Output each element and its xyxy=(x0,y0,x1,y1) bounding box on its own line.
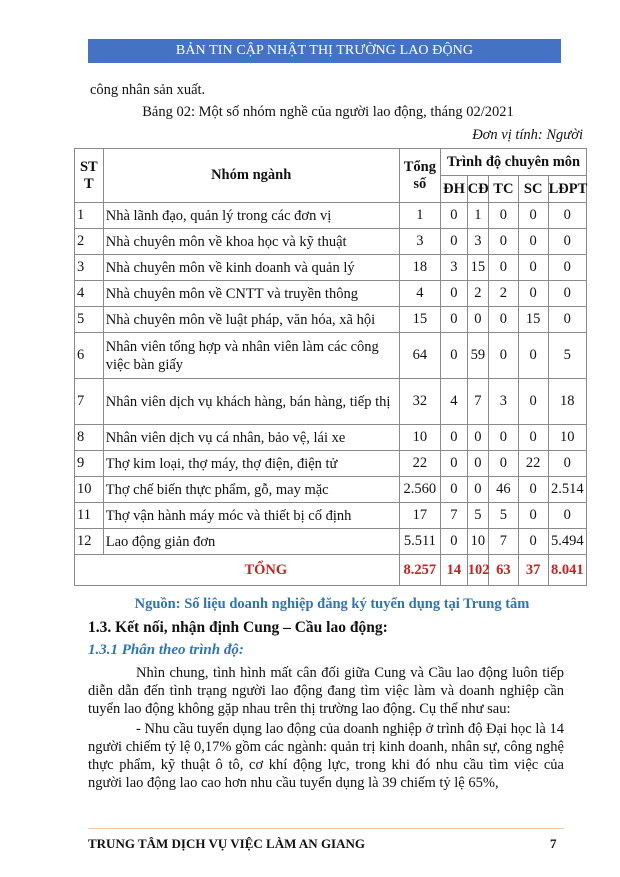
cell-sc: 0 xyxy=(518,255,548,281)
header-stt-label: ST T xyxy=(79,158,98,192)
paragraph-1 xyxy=(88,664,564,718)
cell-cd: 15 xyxy=(467,255,488,281)
section-heading: 1.3. Kết nối, nhận định Cung – Cầu lao động: xyxy=(88,619,388,636)
cell-total: 15 xyxy=(399,307,441,333)
cell-dh: 0 xyxy=(441,477,468,503)
intro-text: công nhân sản xuất. xyxy=(90,82,206,98)
header-dh: ĐH xyxy=(441,176,468,203)
cell-ldpt: 0 xyxy=(548,307,586,333)
page-number: 7 xyxy=(550,836,557,851)
table-caption: Bảng 02: Một số nhóm nghề của người lao động, tháng 02/2021 xyxy=(142,104,514,120)
table-row xyxy=(75,503,587,529)
cell-stt: 9 xyxy=(75,451,104,477)
cell-total: 64 xyxy=(399,333,441,379)
header-total-label: Tổng số xyxy=(403,158,436,192)
occupation-table xyxy=(74,148,587,586)
cell-sc: 22 xyxy=(518,451,548,477)
header-ldpt: LĐPT xyxy=(548,176,586,203)
cell-total: 32 xyxy=(399,379,441,425)
cell-total: 2.560 xyxy=(399,477,441,503)
cell-tc: 0 xyxy=(488,307,518,333)
cell-stt: 4 xyxy=(75,281,104,307)
cell-group-name: Lao động giản đơn xyxy=(103,529,399,555)
cell-ldpt: 10 xyxy=(548,425,586,451)
cell-dh: 4 xyxy=(441,379,468,425)
cell-tc: 5 xyxy=(488,503,518,529)
cell-tc: 7 xyxy=(488,529,518,555)
cell-stt: 12 xyxy=(75,529,104,555)
cell-ldpt: 0 xyxy=(548,255,586,281)
cell-sc: 0 xyxy=(518,281,548,307)
table-row xyxy=(75,229,587,255)
footer-rule xyxy=(88,828,564,829)
cell-tc: 0 xyxy=(488,333,518,379)
cell-tc: 0 xyxy=(488,451,518,477)
cell-sc: 0 xyxy=(518,477,548,503)
cell-group-name: Nhân viên dịch vụ khách hàng, bán hàng, tiếp thị xyxy=(103,379,399,425)
table-row xyxy=(75,451,587,477)
total-cd: 102 xyxy=(467,555,488,586)
paragraph-2-text: - Nhu cầu tuyển dụng lao động của doanh nghiệp ở trình độ Đại học là 14 người chiếm tỷ lệ 0,17% gồm các ngành: quản trị kinh doanh, nhân sự, công nghệ thực phẩm, kỹ thuật ô tô, cơ khí động lực, trong khi đó nhu cầu tìm việc của người lao động lao cao hơn nhu cầu tuyển dụng là 39 chiếm tỷ lệ 65%, xyxy=(88,721,564,791)
cell-group-name: Nhà lãnh đạo, quản lý trong các đơn vị xyxy=(103,203,399,229)
cell-stt: 5 xyxy=(75,307,104,333)
table-row xyxy=(75,281,587,307)
cell-ldpt: 0 xyxy=(548,203,586,229)
cell-sc: 0 xyxy=(518,203,548,229)
cell-cd: 1 xyxy=(467,203,488,229)
cell-ldpt: 0 xyxy=(548,451,586,477)
cell-total: 4 xyxy=(399,281,441,307)
cell-ldpt: 5.494 xyxy=(548,529,586,555)
table-row xyxy=(75,477,587,503)
table-row xyxy=(75,255,587,281)
total-dh: 14 xyxy=(441,555,468,586)
cell-tc: 3 xyxy=(488,379,518,425)
cell-sc: 15 xyxy=(518,307,548,333)
cell-dh: 0 xyxy=(441,203,468,229)
paragraph-2 xyxy=(88,720,564,792)
newsletter-title: BẢN TIN CẬP NHẬT THỊ TRƯỜNG LAO ĐỘNG xyxy=(175,43,474,58)
cell-group-name: Nhà chuyên môn về khoa học và kỹ thuật xyxy=(103,229,399,255)
cell-total: 22 xyxy=(399,451,441,477)
cell-group-name: Nhân viên tổng hợp và nhân viên làm các công việc bàn giấy xyxy=(103,333,399,379)
cell-cd: 2 xyxy=(467,281,488,307)
cell-total: 5.511 xyxy=(399,529,441,555)
cell-ldpt: 18 xyxy=(548,379,586,425)
cell-cd: 5 xyxy=(467,503,488,529)
cell-dh: 0 xyxy=(441,451,468,477)
cell-tc: 0 xyxy=(488,255,518,281)
cell-total: 1 xyxy=(399,203,441,229)
cell-cd: 3 xyxy=(467,229,488,255)
table-unit: Đơn vị tính: Người xyxy=(472,127,583,143)
cell-stt: 3 xyxy=(75,255,104,281)
cell-sc: 0 xyxy=(518,529,548,555)
cell-stt: 8 xyxy=(75,425,104,451)
cell-group-name: Thợ vận hành máy móc và thiết bị cố định xyxy=(103,503,399,529)
cell-sc: 0 xyxy=(518,379,548,425)
cell-total: 3 xyxy=(399,229,441,255)
table-row xyxy=(75,425,587,451)
table-row xyxy=(75,307,587,333)
cell-ldpt: 2.514 xyxy=(548,477,586,503)
cell-tc: 2 xyxy=(488,281,518,307)
header-cd: CĐ xyxy=(467,176,488,203)
cell-total: 10 xyxy=(399,425,441,451)
table-row xyxy=(75,529,587,555)
cell-group-name: Thợ kim loại, thợ máy, thợ điện, điện tử xyxy=(103,451,399,477)
cell-sc: 0 xyxy=(518,503,548,529)
cell-total: 17 xyxy=(399,503,441,529)
cell-group-name: Nhân viên dịch vụ cá nhân, bảo vệ, lái xe xyxy=(103,425,399,451)
table-row xyxy=(75,379,587,425)
cell-ldpt: 0 xyxy=(548,503,586,529)
cell-dh: 0 xyxy=(441,529,468,555)
cell-dh: 0 xyxy=(441,229,468,255)
cell-cd: 0 xyxy=(467,307,488,333)
header-qualification: Trình độ chuyên môn xyxy=(441,149,587,176)
cell-ldpt: 0 xyxy=(548,281,586,307)
header-sc: SC xyxy=(518,176,548,203)
cell-stt: 6 xyxy=(75,333,104,379)
cell-sc: 0 xyxy=(518,333,548,379)
total-sc: 37 xyxy=(518,555,548,586)
cell-stt: 1 xyxy=(75,203,104,229)
cell-dh: 0 xyxy=(441,333,468,379)
cell-cd: 0 xyxy=(467,477,488,503)
header-stt xyxy=(75,149,104,203)
cell-sc: 0 xyxy=(518,229,548,255)
cell-tc: 0 xyxy=(488,425,518,451)
cell-group-name: Nhà chuyên môn về CNTT và truyền thông xyxy=(103,281,399,307)
cell-dh: 7 xyxy=(441,503,468,529)
cell-ldpt: 5 xyxy=(548,333,586,379)
cell-tc: 46 xyxy=(488,477,518,503)
cell-dh: 3 xyxy=(441,255,468,281)
table-source: Nguồn: Số liệu doanh nghiệp đăng ký tuyển dụng tại Trung tâm xyxy=(134,596,530,612)
total-label: TỔNG xyxy=(75,555,400,586)
cell-group-name: Thợ chế biến thực phẩm, gỗ, may mặc xyxy=(103,477,399,503)
cell-group-name: Nhà chuyên môn về kinh doanh và quản lý xyxy=(103,255,399,281)
cell-tc: 0 xyxy=(488,203,518,229)
cell-stt: 2 xyxy=(75,229,104,255)
cell-dh: 0 xyxy=(441,307,468,333)
cell-group-name: Nhà chuyên môn về luật pháp, văn hóa, xã hội xyxy=(103,307,399,333)
cell-total: 18 xyxy=(399,255,441,281)
header-group: Nhóm ngành xyxy=(103,149,399,203)
cell-dh: 0 xyxy=(441,281,468,307)
total-tc: 63 xyxy=(488,555,518,586)
cell-cd: 10 xyxy=(467,529,488,555)
paragraph-1-text: Nhìn chung, tình hình mất cân đối giữa Cung và Cầu lao động luôn tiếp diễn dẫn đến tình trạng người lao động đang tìm việc làm và doanh nghiệp cần tuyển lao động không gặp nhau trên thị trường lao động. Cụ thể như sau: xyxy=(88,665,564,717)
cell-dh: 0 xyxy=(441,425,468,451)
table-row xyxy=(75,203,587,229)
cell-tc: 0 xyxy=(488,229,518,255)
cell-cd: 7 xyxy=(467,379,488,425)
header-total xyxy=(399,149,441,203)
cell-cd: 59 xyxy=(467,333,488,379)
subsection-heading: 1.3.1 Phân theo trình độ: xyxy=(88,642,244,658)
newsletter-header-bar xyxy=(88,39,561,63)
cell-ldpt: 0 xyxy=(548,229,586,255)
total-row xyxy=(75,555,587,586)
header-tc: TC xyxy=(488,176,518,203)
cell-stt: 10 xyxy=(75,477,104,503)
cell-stt: 7 xyxy=(75,379,104,425)
total-total: 8.257 xyxy=(399,555,441,586)
cell-sc: 0 xyxy=(518,425,548,451)
footer-organization: TRUNG TÂM DỊCH VỤ VIỆC LÀM AN GIANG xyxy=(88,836,365,851)
cell-cd: 0 xyxy=(467,451,488,477)
cell-stt: 11 xyxy=(75,503,104,529)
cell-cd: 0 xyxy=(467,425,488,451)
table-row xyxy=(75,333,587,379)
total-ldpt: 8.041 xyxy=(548,555,586,586)
